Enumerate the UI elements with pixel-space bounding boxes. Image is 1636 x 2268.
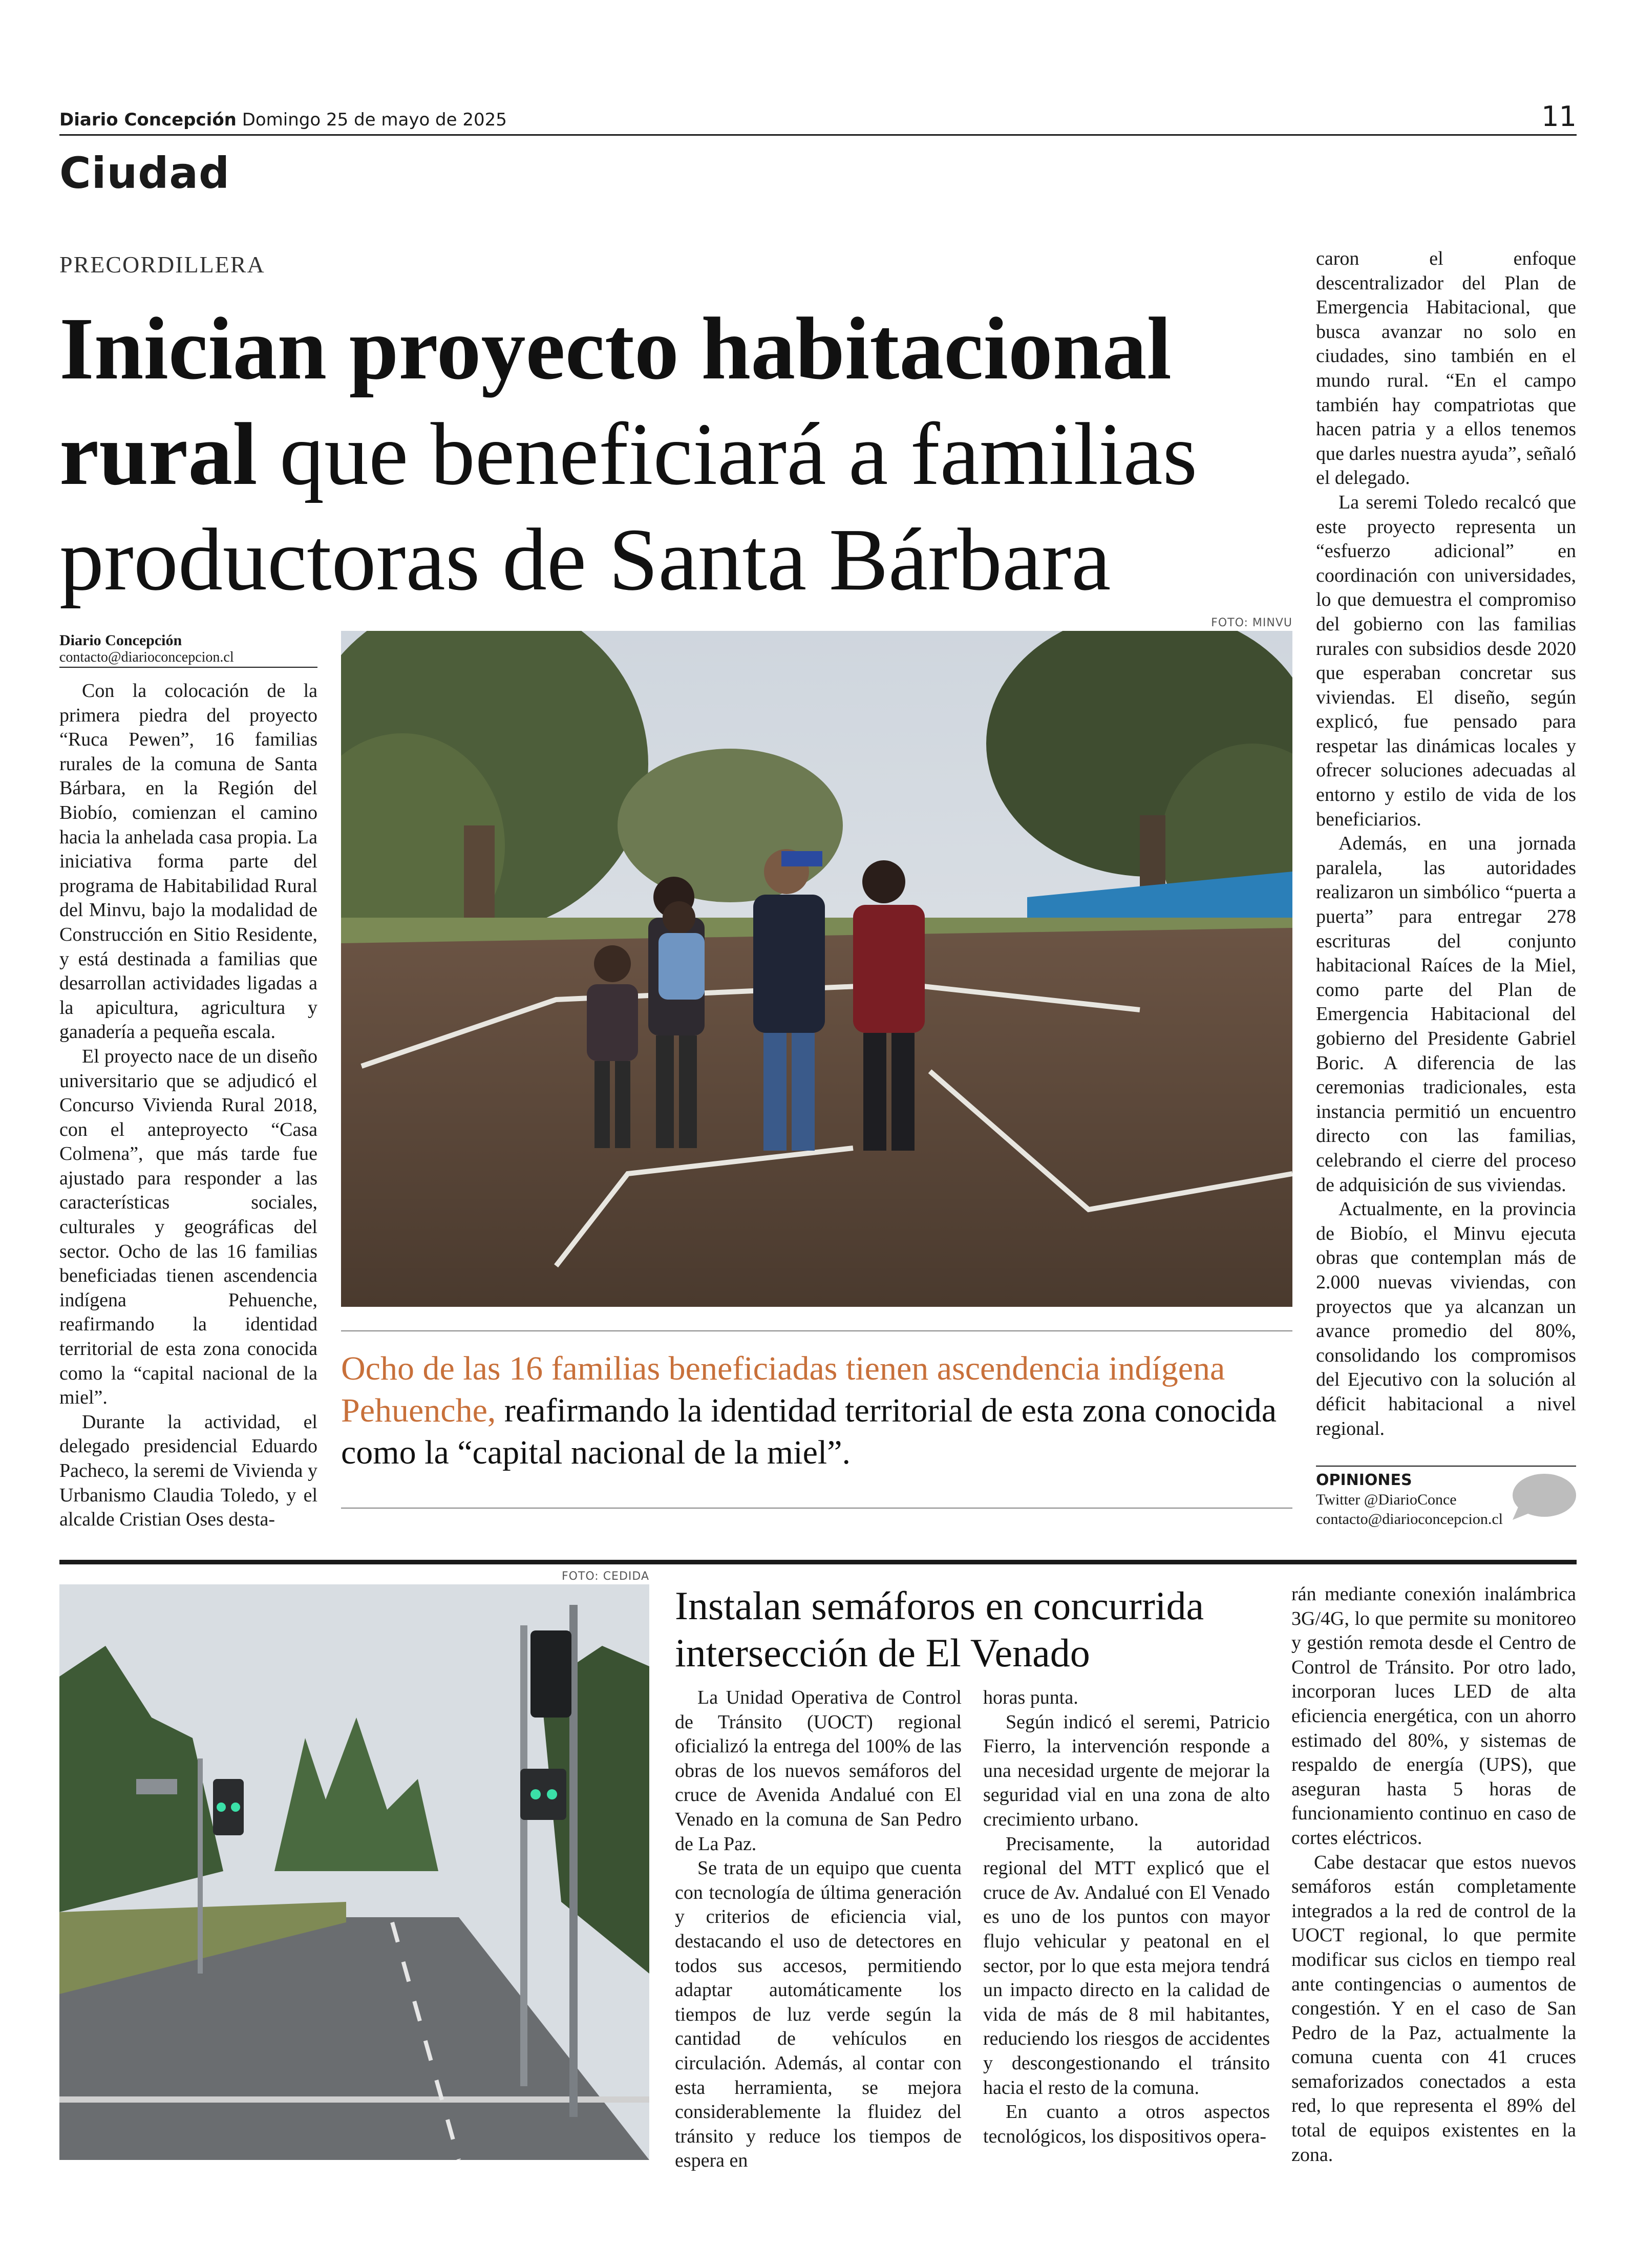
paragraph: horas punta. [983,1687,1078,1708]
section-name: Ciudad [59,148,230,198]
headline-rest: que beneficiará a familias productoras de Santa Bárbara [59,405,1198,609]
pull-quote-rest: reafirmando la identidad territorial de esta zona conocida como la “capital nacional de la miel”. [341,1392,1277,1471]
main-column-1 [59,679,317,1532]
photo-credit: FOTO: CEDIDA [561,1570,649,1583]
paper-name: Diario Concepción [59,110,237,130]
second-column-3 [1291,1582,1576,2167]
byline-email: contacto@diarioconcepcion.cl [59,649,234,665]
paragraph: Se trata de un equipo que cuenta con tecnología de última generación y criterios de eficiencia vial, destacando el uso de detectores en todos sus accesos, permitiendo adaptar automáticamente los tiempos de luz verde según la cantidad de vehículos en circulación. Además, al contar con esta herramienta, se mejora considerablemente la fluidez del tránsito y reduce los tiempos de espera en [675,1857,962,2172]
section-divider [59,1560,1577,1564]
byline [59,632,315,666]
speech-bubble-icon [1510,1473,1576,1522]
issue-date: Domingo 25 de mayo de 2025 [242,110,507,130]
opinions-box [1316,1471,1576,1529]
traffic-light-photo [59,1584,649,2160]
main-column-3 [1316,247,1576,1441]
paragraph: rán mediante conexión inalámbrica 3G/4G, lo que permite su monitoreo y gestión remota desde el Centro de Control de Tránsito. Por otro lado, incorporan luces LED de alta eficiencia energética, con un ahorro estimado del 80%, y sistemas de respaldo de energía (UPS), que aseguran hasta 5 horas de funcionamiento continuo en caso de cortes eléctricos. [1291,1583,1576,1849]
opinions-rule [1316,1466,1576,1467]
photo-credit: FOTO: MINVU [1211,617,1292,629]
main-headline [59,296,1309,612]
family-at-construction-site-image [341,631,1292,1307]
second-headline: Instalan semáforos en concurrida intersección de El Venado [675,1583,1204,1675]
intersection-traffic-lights-image [59,1584,649,2160]
second-column-2 [983,1686,1270,2149]
headline-bold: Inician proyecto habitacional rural [59,299,1172,503]
opinions-email: contacto@diarioconcepcion.cl [1316,1511,1503,1528]
second-column-1 [675,1686,962,2173]
paragraph: Según indicó el seremi, Patricio Fierro, la intervención responde a una necesidad urgente de mejorar la seguridad vial en una zona de alto crecimiento urbano. [983,1711,1270,1830]
paragraph: caron el enfoque descentralizador del Plan de Emergencia Habitacional, que busca avanzar no solo en ciudades, sino también en el mundo rural. “En el campo también hay compatriotas que hacen patria y a ellos tenemos que darles nuestra ayuda”, señaló el delegado. [1316,248,1576,489]
byline-name: Diario Concepción [59,632,182,649]
paragraph: Actualmente, en la provincia de Biobío, el Minvu ejecuta obras que contemplan más de 2.000 nuevas viviendas, con proyectos que ya alcanzan un avance promedio del 80%, consolidando los compromisos del Ejecutivo con la solución al déficit habitacional a nivel regional. [1316,1198,1576,1439]
header-rule [59,134,1577,136]
paragraph: La seremi Toledo recalcó que este proyecto representa un “esfuerzo adicional” en coordinación con universidades, lo que demuestra el compromiso del gobierno con las familias rurales con subsidios desde 2020 que esperaban concretar sus viviendas. El diseño, según explicó, fue pensado para respetar las dinámicas locales y ofrecer soluciones adecuadas al entorno y estilo de vida de los beneficiarios. [1316,491,1576,830]
paragraph: Precisamente, la autoridad regional del MTT explicó que el cruce de Av. Andalué con El Venado es uno de los puntos con mayor flujo vehicular y peatonal en el sector, por lo que esta mejora tendrá un impacto directo en la calidad de vida de más de 8 mil habitantes, reduciendo los riesgos de accidentes y descongestionando el tránsito hacia el resto de la comuna. [983,1833,1270,2099]
paragraph: La Unidad Operativa de Control de Tránsito (UOCT) regional oficializó la entrega del 100% de las obras de los nuevos semáforos del cruce de Avenida Andalué con El Venado en la comuna de San Pedro de La Paz. [675,1687,962,1855]
paragraph: El proyecto nace de un diseño universitario que se adjudicó el Concurso Vivienda Rural 2018, con el anteproyecto “Casa Colmena”, que más tarde fue ajustado para responder a las características sociales, culturales y geográficas del sector. Ocho de las 16 familias beneficiadas tienen ascendencia indígena Pehuenche, reafirmando la identidad territorial de esta zona conocida como la “capital nacional de la miel”. [59,1045,317,1409]
paragraph: Con la colocación de la primera piedra del proyecto “Ruca Pewen”, 16 familias rurales de la comuna de Santa Bárbara, en la Región del Biobío, comienzan el camino hacia la anhelada casa propia. La iniciativa forma parte del programa de Habitabilidad Rural del Minvu, bajo la modalidad de Construcción en Sitio Residente, y está destinada a familias que desarrollan actividades ligadas a la apicultura, agricultura y ganadería a pequeña escala. [59,680,317,1043]
opinions-label: OPINIONES [1316,1471,1412,1489]
pull-quote [341,1348,1292,1474]
paragraph: Además, en una jornada paralela, las autoridades realizaron un simbólico “puerta a puerta” para entregar 278 escrituras del conjunto habitacional Raíces de la Miel, como parte del Plan de Emergencia Habitacional del gobierno del Presidente Gabriel Boric. A diferencia de las ceremonias tradicionales, esta instancia permitió un encuentro directo con las familias, celebrando el cierre del proceso de adquisición de sus viviendas. [1316,833,1576,1196]
pull-quote-top-rule [341,1330,1292,1331]
paragraph: Durante la actividad, el delegado presidencial Eduardo Pacheco, la seremi de Vivienda y Urbanismo Claudia Toledo, y el alcalde Cristian Oses desta- [59,1411,317,1531]
byline-rule [59,667,317,668]
pull-quote-bottom-rule [341,1508,1292,1509]
main-photo [341,631,1292,1307]
opinions-twitter: Twitter @DiarioConce [1316,1491,1457,1508]
kicker: PRECORDILLERA [59,251,265,278]
masthead [59,110,507,130]
paragraph: En cuanto a otros aspectos tecnológicos, los dispositivos opera- [983,2101,1270,2147]
page-number: 11 [1541,100,1577,133]
pull-quote-highlight: Ocho de las 16 familias beneficiadas tienen ascendencia indígena Pehuenche, [341,1350,1225,1429]
paragraph: Cabe destacar que estos nuevos semáforos están completamente integrados a la red de control de la UOCT regional, lo que permite modificar sus ciclos en tiempo real ante contingencias o aumentos de congestión. Y en el caso de San Pedro de la Paz, actualmente la comuna cuenta con 41 cruces semaforizados conectados a esta red, lo que representa el 89% del total de equipos existentes en la zona. [1291,1851,1576,2166]
